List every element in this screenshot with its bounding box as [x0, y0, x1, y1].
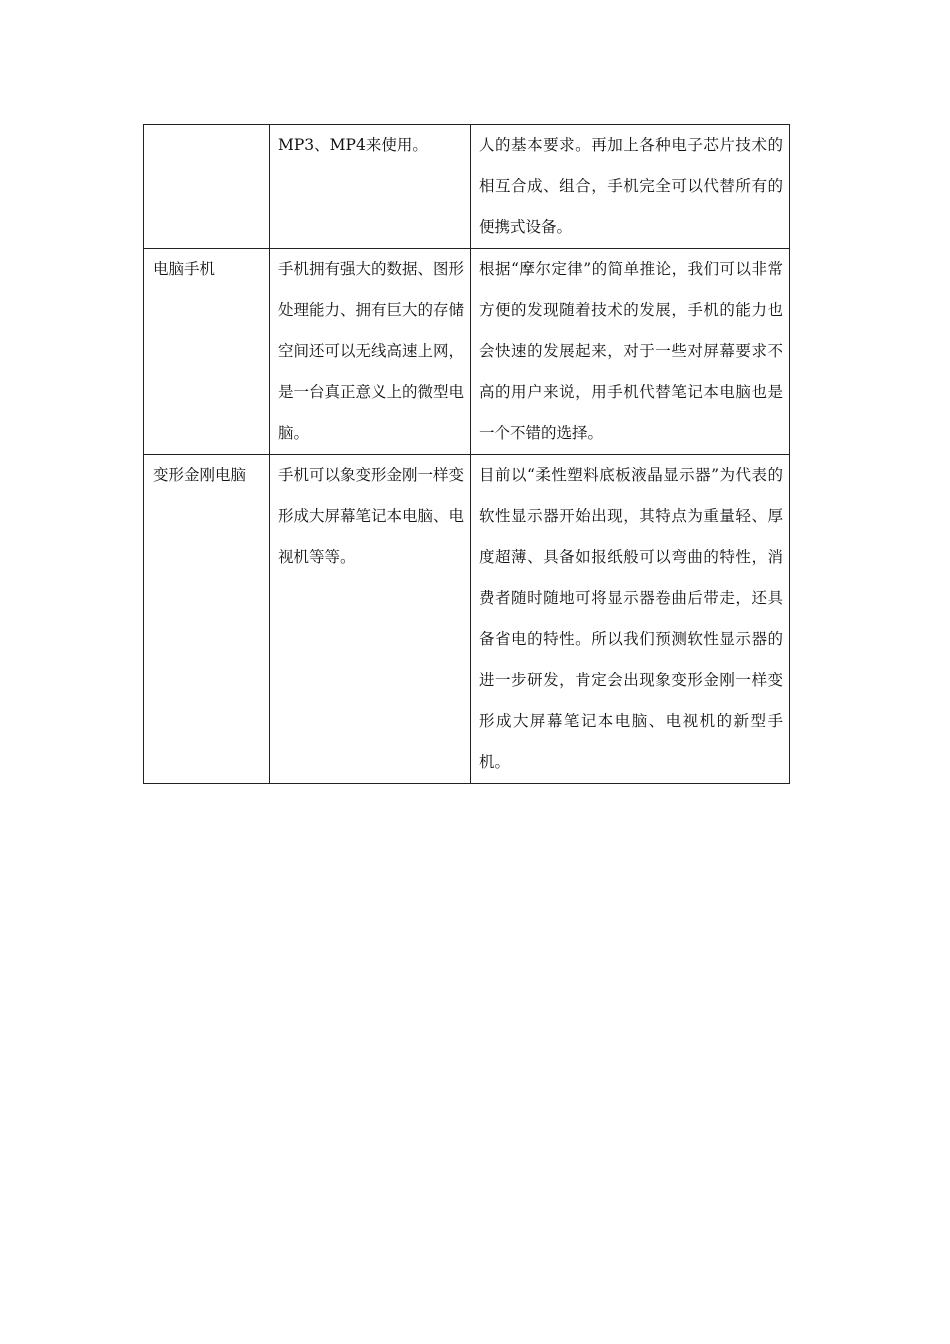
row-feature-cell: MP3、MP4来使用。: [270, 125, 471, 249]
comparison-table: [143, 124, 790, 784]
row-feature-cell: 手机可以象变形金刚一样变形成大屏幕笔记本电脑、电视机等等。: [270, 455, 471, 784]
row-analysis-cell: 目前以“柔性塑料底板液晶显示器”为代表的软性显示器开始出现，其特点为重量轻、厚度超薄、具备如报纸般可以弯曲的特性，消费者随时随地可将显示器卷曲后带走，还具备省电的特性。所以我们预测软性显示器的进一步研发，肯定会出现象变形金刚一样变形成大屏幕笔记本电脑、电视机的新型手机。: [471, 455, 790, 784]
table-row: [144, 249, 790, 455]
row-feature-cell: 手机拥有强大的数据、图形处理能力、拥有巨大的存储空间还可以无线高速上网，是一台真正意义上的微型电脑。: [270, 249, 471, 455]
table-row: [144, 125, 790, 249]
row-name-cell: [144, 125, 270, 249]
table-row: [144, 455, 790, 784]
row-analysis-cell: 人的基本要求。再加上各种电子芯片技术的相互合成、组合，手机完全可以代替所有的便携式设备。: [471, 125, 790, 249]
row-name-cell: 电脑手机: [144, 249, 270, 455]
row-analysis-cell: 根据“摩尔定律”的简单推论，我们可以非常方便的发现随着技术的发展，手机的能力也会快速的发展起来，对于一些对屏幕要求不高的用户来说，用手机代替笔记本电脑也是一个不错的选择。: [471, 249, 790, 455]
row-name-cell: 变形金刚电脑: [144, 455, 270, 784]
